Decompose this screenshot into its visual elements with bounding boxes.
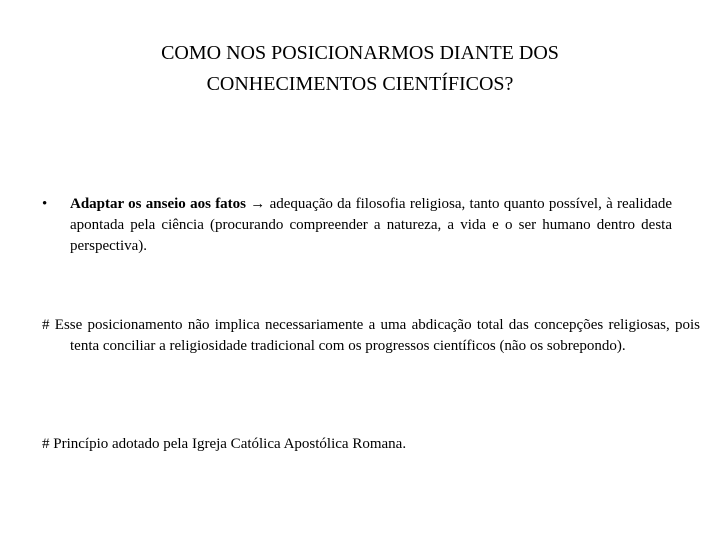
arrow-symbol: → <box>246 196 270 212</box>
bullet-rest: adequação da filosofia religiosa, tanto quanto possível, à realidade apontada pela ciência (procurando compreender a natureza, a vida e o ser humano dentro desta perspectiva). <box>70 196 673 254</box>
bullet-marker: • <box>42 196 48 212</box>
bullet-text <box>70 194 672 257</box>
note-paragraph-2: # Princípio adotado pela Igreja Católica Apostólica Romana. <box>42 436 407 452</box>
bullet-item <box>42 194 672 257</box>
title-line-1: COMO NOS POSICIONARMOS DIANTE DOS <box>161 42 559 64</box>
title-line-2: CONHECIMENTOS CIENTÍFICOS? <box>206 73 514 95</box>
bullet-lead: Adaptar os anseio aos fatos <box>70 196 247 212</box>
note-paragraph-1: # Esse posicionamento não implica necessariamente a uma abdicação total das concepções religiosas, pois tenta conciliar a religiosidade tradicional com os progressos científicos (não os sobrepondo). <box>42 317 700 354</box>
page-title <box>60 38 660 100</box>
